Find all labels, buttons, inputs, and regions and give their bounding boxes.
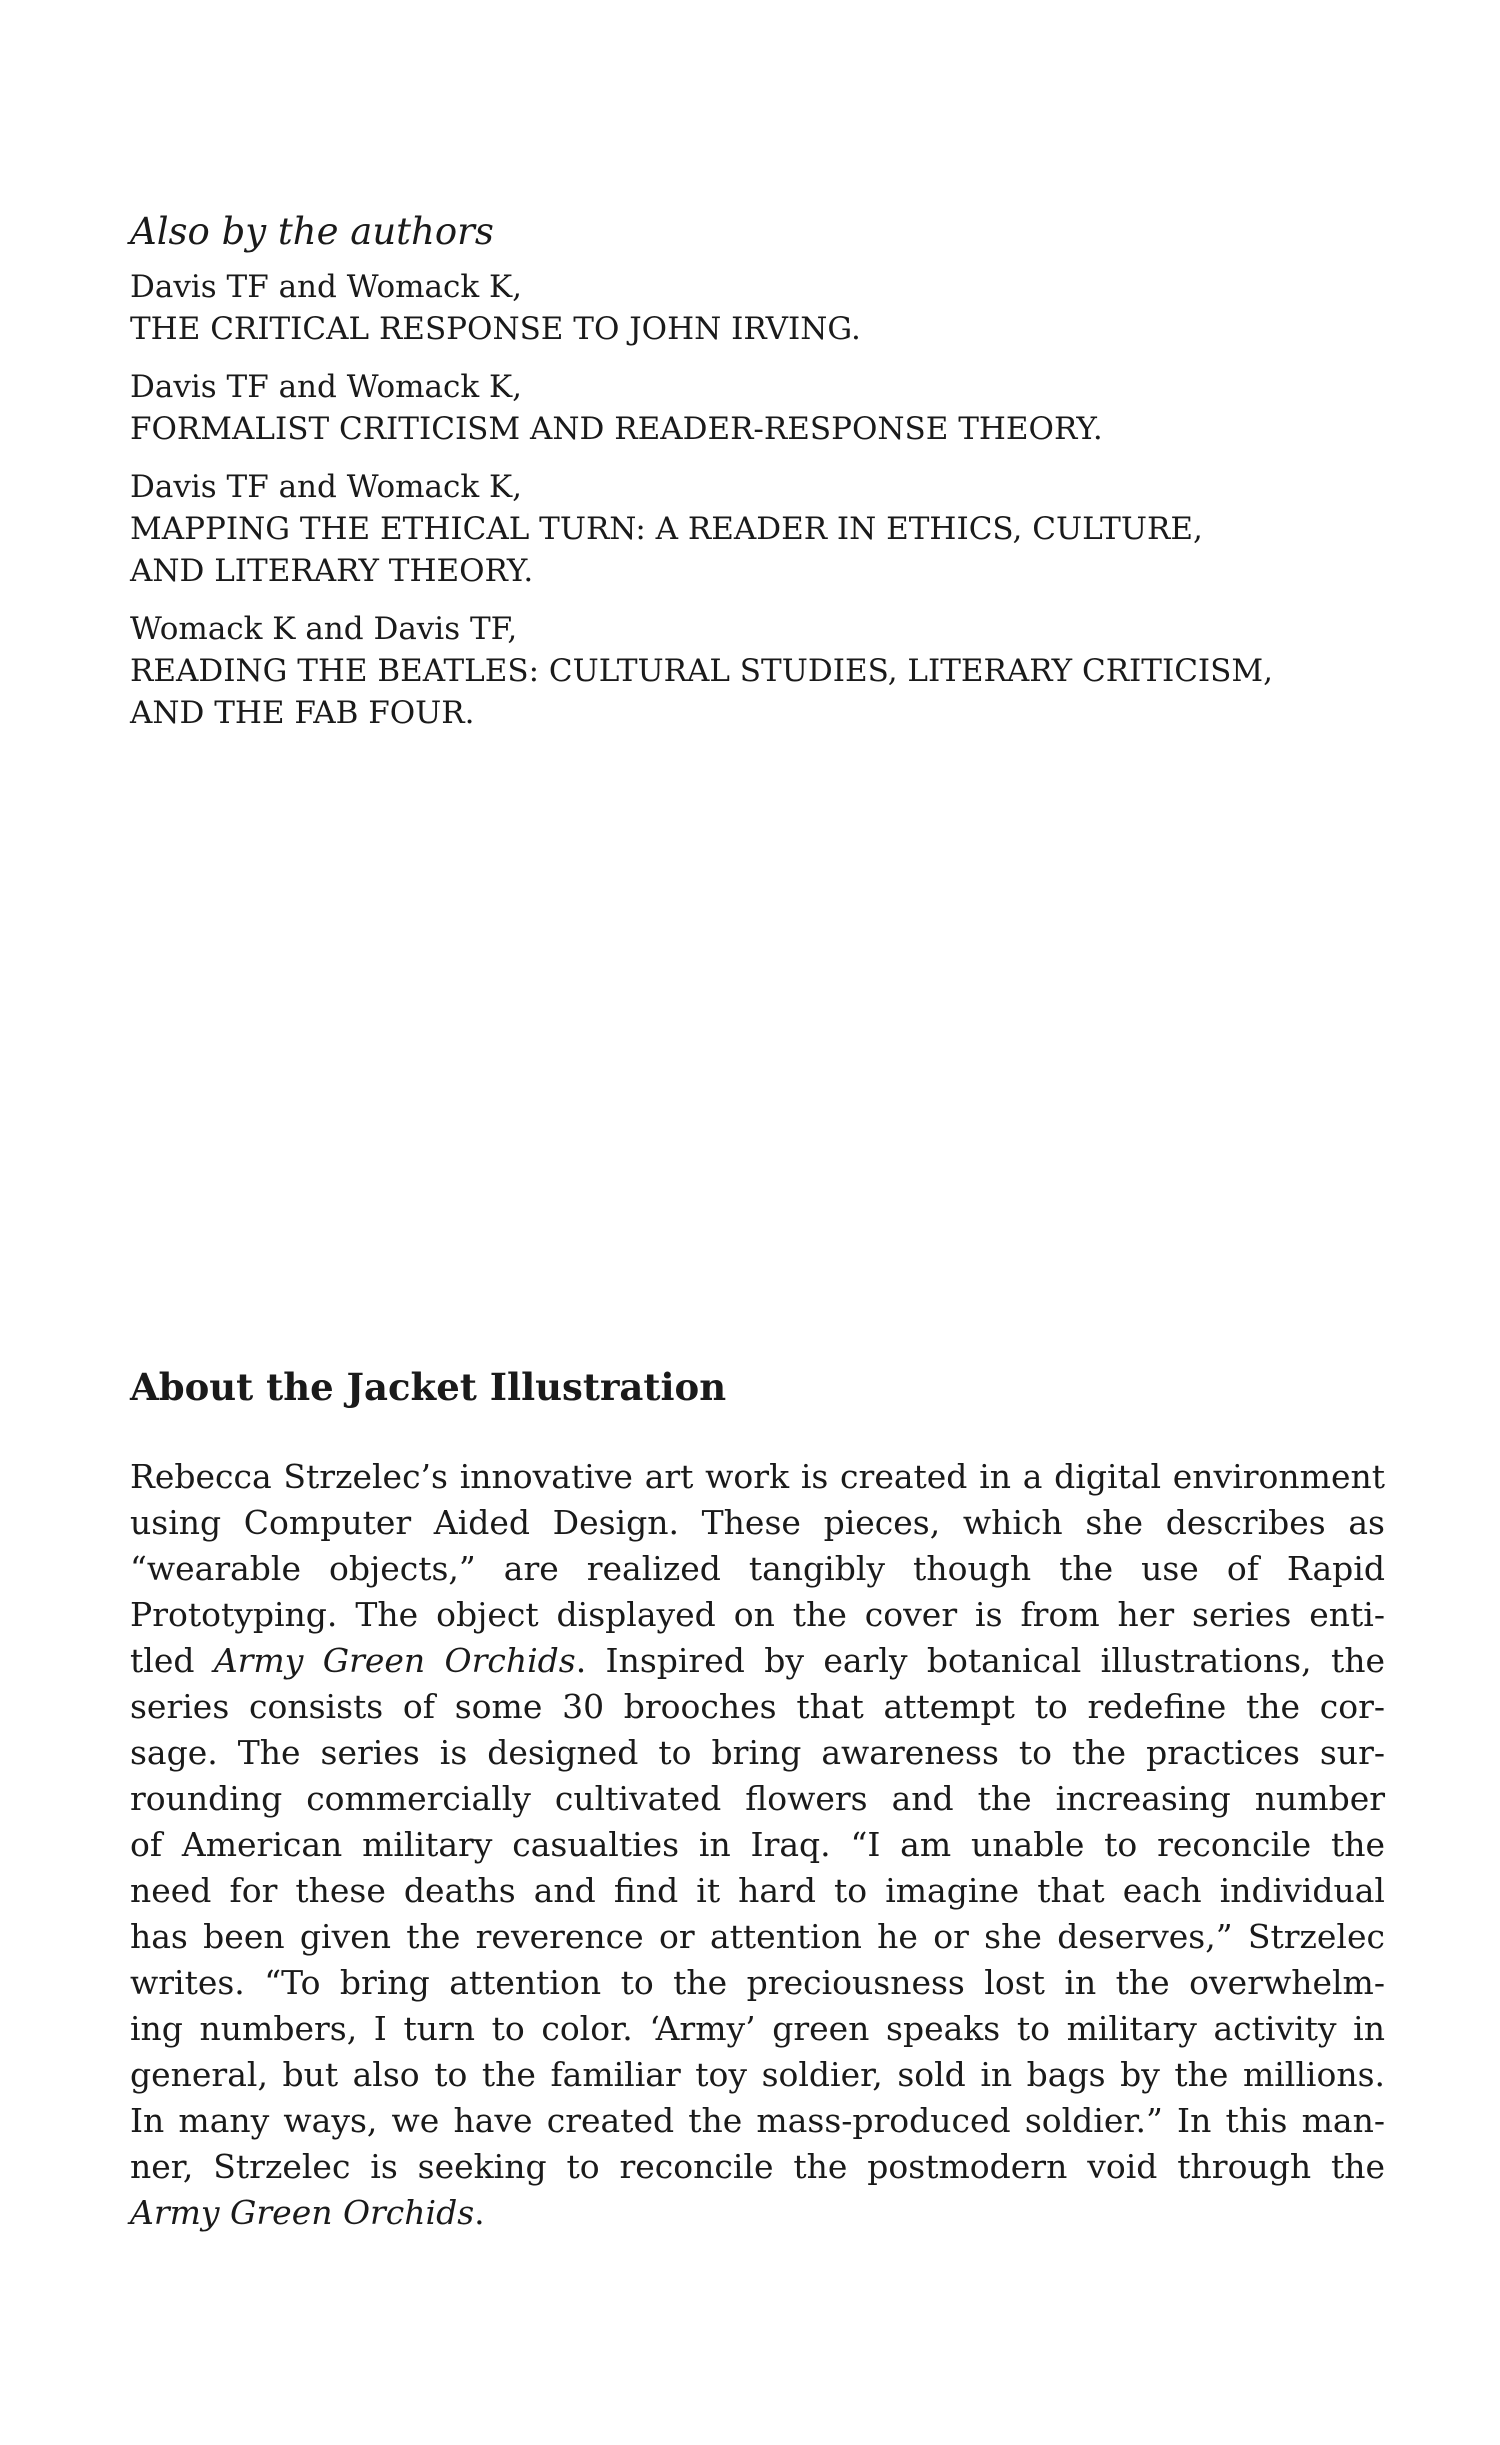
paragraph-line bbox=[130, 2098, 1385, 2144]
book-entry-title: MAPPING THE ETHICAL TURN: A READER IN ETHICS, CULTURE, bbox=[130, 511, 1203, 547]
paragraph-line bbox=[130, 2052, 1385, 2098]
paragraph-line bbox=[130, 1684, 1385, 1730]
text-segment: writes. “To bring attention to the preciousness lost in the overwhelm- bbox=[130, 1963, 1385, 2002]
paragraph-line bbox=[130, 1546, 1385, 1592]
book-entry bbox=[130, 366, 1390, 450]
book-entry-authors: Womack K and Davis TF, bbox=[130, 611, 518, 647]
paragraph-line bbox=[130, 1822, 1385, 1868]
text-segment: of American military casualties in Iraq. “I am unable to reconcile the bbox=[130, 1825, 1385, 1864]
about-jacket-section bbox=[130, 1362, 1385, 2236]
paragraph-line bbox=[130, 1638, 1385, 1684]
paragraph-line bbox=[130, 1592, 1385, 1638]
text-segment: “wearable objects,” are realized tangibly though the use of Rapid bbox=[130, 1549, 1385, 1588]
text-segment: Prototyping. The object displayed on the cover is from her series enti- bbox=[130, 1595, 1385, 1634]
paragraph-line bbox=[130, 2190, 1385, 2236]
paragraph-line bbox=[130, 1914, 1385, 1960]
italic-title-text: Army Green Orchids bbox=[213, 1641, 576, 1680]
book-entry-title: READING THE BEATLES: CULTURAL STUDIES, LITERARY CRITICISM, bbox=[130, 653, 1274, 689]
text-segment: has been given the reverence or attention he or she deserves,” Strzelec bbox=[130, 1917, 1385, 1956]
book-entry bbox=[130, 608, 1390, 734]
book-entry-authors: Davis TF and Womack K, bbox=[130, 469, 523, 505]
paragraph-line bbox=[130, 1868, 1385, 1914]
text-segment: . bbox=[474, 2193, 485, 2232]
text-segment: series consists of some 30 brooches that attempt to redefine the cor- bbox=[130, 1687, 1385, 1726]
paragraph-line bbox=[130, 1960, 1385, 2006]
text-segment: Rebecca Strzelec’s innovative art work is created in a digital environment bbox=[130, 1457, 1385, 1496]
text-segment: need for these deaths and find it hard to imagine that each individual bbox=[130, 1871, 1385, 1910]
text-segment: . Inspired by early botanical illustrations, the bbox=[575, 1641, 1385, 1680]
paragraph-line bbox=[130, 1500, 1385, 1546]
text-segment: ing numbers, I turn to color. ‘Army’ green speaks to military activity in bbox=[130, 2009, 1385, 2048]
also-by-heading: Also by the authors bbox=[130, 210, 494, 253]
paragraph-line bbox=[130, 1730, 1385, 1776]
paragraph-line bbox=[130, 1454, 1385, 1500]
book-entry-title: AND LITERARY THEORY. bbox=[130, 553, 534, 589]
text-segment: In many ways, we have created the mass-produced soldier.” In this man- bbox=[130, 2101, 1385, 2140]
also-by-list bbox=[130, 266, 1390, 734]
text-segment: rounding commercially cultivated flowers and the increasing number bbox=[130, 1779, 1385, 1818]
book-entry-title: THE CRITICAL RESPONSE TO JOHN IRVING. bbox=[130, 311, 861, 347]
book-entry bbox=[130, 266, 1390, 350]
book-entry-authors: Davis TF and Womack K, bbox=[130, 269, 523, 305]
italic-title-text: Army Green Orchids bbox=[130, 2193, 475, 2232]
book-entry-title: AND THE FAB FOUR. bbox=[130, 695, 475, 731]
book-entry-authors: Davis TF and Womack K, bbox=[130, 369, 523, 405]
book-entry bbox=[130, 466, 1390, 592]
about-paragraph bbox=[130, 1454, 1385, 2236]
text-segment: using Computer Aided Design. These pieces, which she describes as bbox=[130, 1503, 1385, 1542]
paragraph-line bbox=[130, 2144, 1385, 2190]
text-segment: ner, Strzelec is seeking to reconcile the postmodern void through the bbox=[130, 2147, 1385, 2186]
book-entry-title: FORMALIST CRITICISM AND READER-RESPONSE THEORY. bbox=[130, 411, 1103, 447]
also-by-authors-section bbox=[130, 208, 1390, 750]
paragraph-line bbox=[130, 2006, 1385, 2052]
about-heading: About the Jacket Illustration bbox=[130, 1365, 727, 1409]
text-segment: sage. The series is designed to bring awareness to the practices sur- bbox=[130, 1733, 1385, 1772]
text-segment: tled bbox=[130, 1641, 214, 1680]
paragraph-line bbox=[130, 1776, 1385, 1822]
text-segment: general, but also to the familiar toy soldier, sold in bags by the millions. bbox=[130, 2055, 1385, 2094]
